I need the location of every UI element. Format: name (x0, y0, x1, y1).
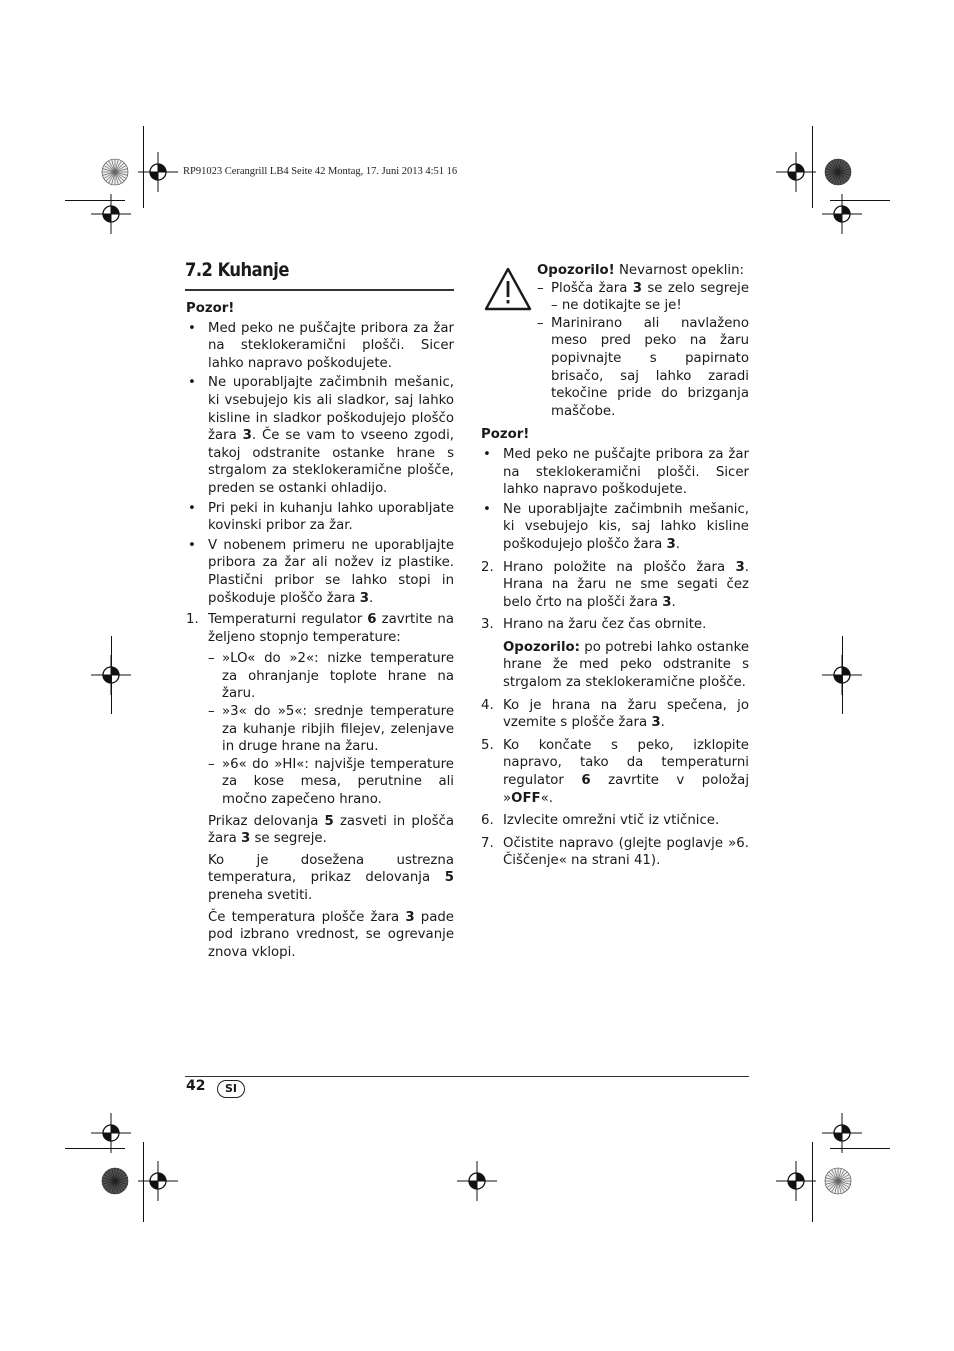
list-item: • Ne uporabljajte začimbnih mešanic, ki vsebujejo kis, saj lahko kisline poškodujejo ploščo žara 3. (481, 501, 749, 554)
step-1-options (186, 650, 454, 808)
right-column (481, 262, 749, 870)
step-4: 4. Ko je hrana na žaru spečena, jo vzemite s plošče žara 3. (481, 697, 749, 731)
list-item: • Pri peki in kuhanju lahko uporabljate kovinski pribor za žar. (186, 500, 454, 535)
pozor-label: Pozor! (481, 427, 530, 443)
section-title: 7.2 Kuhanje (185, 259, 289, 281)
list-item: – »6« do »HI«: najvišje temperature za kose mesa, perutnine ali močno zapečeno hrano. (208, 756, 454, 809)
step-6: 6. Izvlecite omrežni vtič iz vtičnice. (481, 813, 720, 829)
registration-mark-icon (138, 1161, 178, 1201)
warning-label: Opozorilo! (537, 263, 615, 278)
step-5: 5. Ko končate s peko, izklopite napravo, tako da temperaturni regulator 6 zavrtite v položaj »OFF«. (481, 737, 750, 806)
color-wheel-icon (101, 1167, 129, 1195)
pozor-label: Pozor! (186, 301, 235, 316)
list-item: – Plošča žara 3 se zelo segreje – ne dotikajte se je! (537, 280, 749, 315)
right-caution-list (481, 446, 749, 554)
step-3-note: Opozorilo: po potrebi lahko ostanke hrane že med peko odstranite s strgalom za steklokeramične plošče. (503, 639, 749, 691)
registration-mark-icon (822, 194, 862, 234)
list-item: – »LO« do »2«: nizke temperature za ohranjanje toplote hrane na žaru. (208, 650, 454, 703)
language-badge: SI (217, 1080, 245, 1098)
list-item: – Marinirano ali navlaženo meso pred peko na žaru popivnajte s papirnato brisačo, saj lahko zaradi tekočine pride do brizganja maščobe. (537, 315, 749, 421)
heading-rule (185, 289, 454, 291)
warning-triangle-icon (483, 266, 533, 312)
step-7: 7. Očistite napravo (glejte poglavje »6. Čiščenje« na strani 41). (481, 835, 749, 869)
step-2: 2. Hrano položite na ploščo žara 3. Hrana na žaru ne sme segati čez belo črto na plošči žara 3. (481, 559, 749, 610)
registration-mark-icon (138, 152, 178, 192)
list-item: • Med peko ne puščajte pribora za žar na steklokeramični plošči. Sicer lahko napravo poškodujete. (481, 446, 749, 499)
burn-warning: Opozorilo! Nevarnost opeklin: – Plošča žara 3 se zelo segreje – ne dotikajte se je! – Marinirano ali navlaženo meso pred peko na žaru popivnajte s papirnato brisačo, saj lahko zaradi tekočine pride do brizganja maščobe. (481, 262, 749, 420)
step-1-note-2: Ko je dosežena ustrezna temperatura, prikaz delovanja 5 preneha svetiti. (208, 852, 454, 903)
registration-mark-icon (91, 1113, 131, 1153)
registration-mark-icon (457, 1161, 497, 1201)
color-wheel-icon (824, 1167, 852, 1195)
list-item: • Ne uporabljajte začimbnih mešanic, ki vsebujejo kis ali sladkor, saj lahko kisline in sladkor poškodujejo ploščo žara 3. Če se vam to vseeno zgodi, takoj odstranite ostanke hrane s strgalom za steklokeramične plošče, preden se ostanki ohladijo. (186, 374, 454, 497)
registration-mark-icon (776, 1161, 816, 1201)
list-item: – »3« do »5«: srednje temperature za kuhanje ribjih filejev, zelenjave in druge hrane na žaru. (208, 703, 454, 756)
registration-mark-icon (822, 1113, 862, 1153)
step-1: 1. Temperaturni regulator 6 zavrtite na željeno stopnjo temperature: (186, 612, 454, 645)
registration-mark-icon (776, 152, 816, 192)
footer-rule (185, 1076, 749, 1077)
registration-mark-icon (91, 194, 131, 234)
left-caution-list (186, 320, 454, 608)
registration-mark-icon (822, 655, 862, 695)
left-column (186, 300, 454, 961)
list-item: • Med peko ne puščajte pribora za žar na steklokeramični plošči. Sicer lahko napravo poškodujete. (186, 320, 454, 373)
list-item: • V nobenem primeru ne uporabljajte pribora za žar ali nožev iz plastike. Plastični pribor se lahko stopi in poškoduje ploščo žara 3. (186, 537, 454, 607)
step-3: 3. Hrano na žaru čez čas obrnite. (481, 617, 707, 633)
page-number: 42 (186, 1078, 206, 1094)
print-slug: RP91023 Cerangrill LB4 Seite 42 Montag, 17. Juni 2013 4:51 16 (183, 166, 458, 177)
color-wheel-icon (101, 158, 129, 186)
registration-mark-icon (91, 655, 131, 695)
color-wheel-icon (824, 158, 852, 186)
step-1-note-1: Prikaz delovanja 5 zasveti in plošča žara 3 se segreje. (208, 813, 454, 847)
step-1-note-3: Če temperatura plošče žara 3 pade pod izbrano vrednost, se ogrevanje znova vklopi. (208, 909, 454, 960)
